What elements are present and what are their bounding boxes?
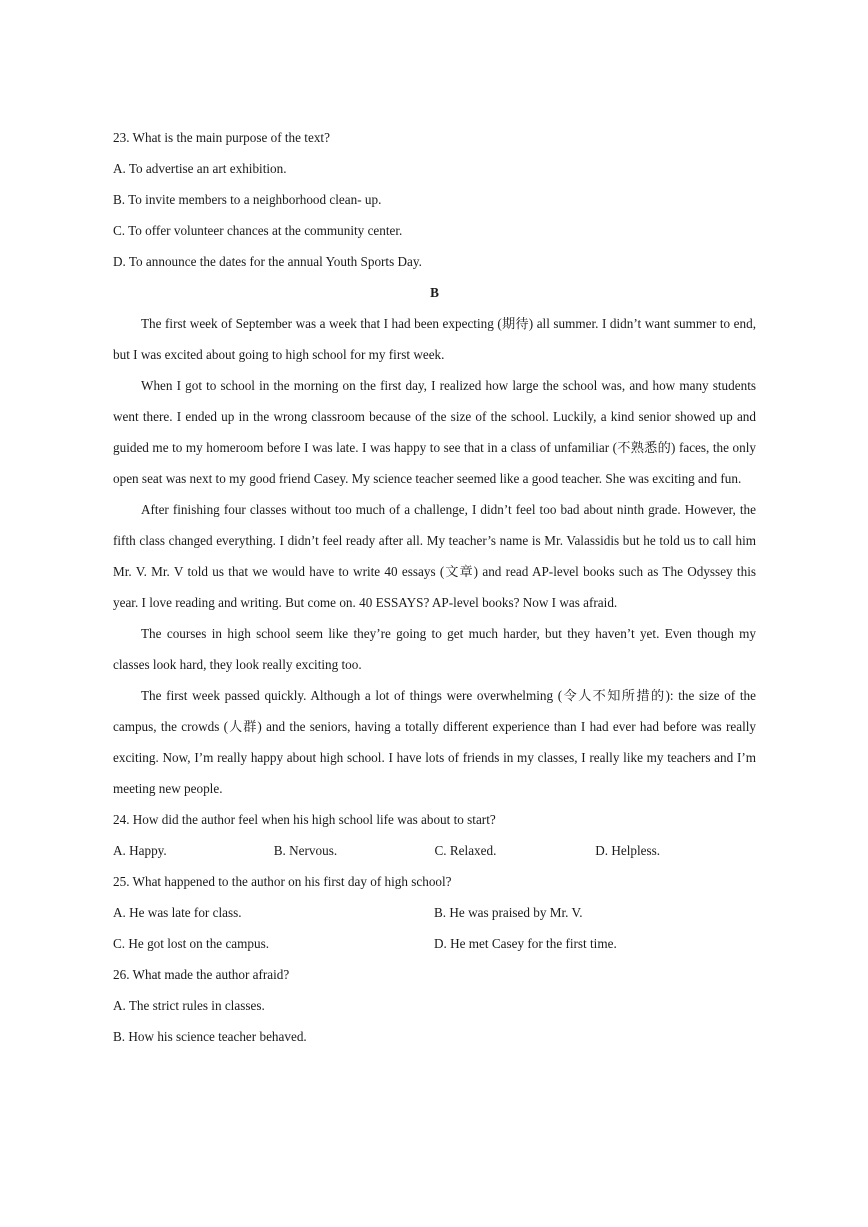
q25-options-row-1 — [113, 897, 756, 928]
q24-option-b: B. Nervous. — [273, 843, 338, 858]
q25-option-d: D. He met Casey for the first time. — [434, 936, 617, 951]
q24-option-d: D. Helpless. — [595, 843, 661, 858]
q26-option-a: A. The strict rules in classes. — [113, 998, 265, 1013]
exam-page — [113, 122, 756, 1052]
passage-paragraph-4: The courses in high school seem like they’re going to get much harder, but they haven’t yet. Even though my classes look hard, they look really exciting too. — [113, 626, 756, 672]
q24-option-a: A. Happy. — [113, 843, 167, 858]
q26-question: 26. What made the author afraid? — [113, 967, 290, 982]
q23-option-a: A. To advertise an art exhibition. — [113, 161, 287, 176]
passage-paragraph-1: The first week of September was a week that I had been expecting (期待) all summer. I didn’t want summer to end, but I was excited about going to high school for my first week. — [113, 316, 756, 362]
q25-options-row-2 — [113, 928, 756, 959]
q24-question: 24. How did the author feel when his high school life was about to start? — [113, 812, 496, 827]
q25-question: 25. What happened to the author on his first day of high school? — [113, 874, 452, 889]
q23-question: 23. What is the main purpose of the text? — [113, 130, 330, 145]
q23-option-b: B. To invite members to a neighborhood clean- up. — [113, 192, 382, 207]
q23-option-d: D. To announce the dates for the annual Youth Sports Day. — [113, 254, 422, 269]
passage-paragraph-2: When I got to school in the morning on the first day, I realized how large the school was, and how many students went there. I ended up in the wrong classroom because of the size of the school. Luckily, a kind senior showed up and guided me to my homeroom before I was late. I was happy to see that in a class of unfamiliar (不熟悉的) faces, the only open seat was next to my good friend Casey. My science teacher seemed like a good teacher. She was exciting and fun. — [113, 378, 756, 486]
q24-option-c: C. Relaxed. — [434, 843, 497, 858]
q23-option-c: C. To offer volunteer chances at the community center. — [113, 223, 403, 238]
q25-option-b: B. He was praised by Mr. V. — [434, 905, 583, 920]
q25-option-c: C. He got lost on the campus. — [113, 936, 270, 951]
q24-options — [113, 835, 756, 866]
section-b-label: B — [430, 285, 439, 300]
q26-option-b: B. How his science teacher behaved. — [113, 1029, 307, 1044]
passage-paragraph-5: The first week passed quickly. Although a lot of things were overwhelming (令人不知所措的): the size of the campus, the crowds (人群) and the seniors, having a totally different experience than I had ever had before was really exciting. Now, I’m really happy about high school. I have lots of friends in my classes, I really like my teachers and I’m meeting new people. — [113, 688, 756, 796]
passage-paragraph-3: After finishing four classes without too much of a challenge, I didn’t feel too bad about ninth grade. However, the fifth class changed everything. I didn’t feel ready after all. My teacher’s name is Mr. Valassidis but he told us to call him Mr. V. Mr. V told us that we would have to write 40 essays (文章) and read AP-level books such as The Odyssey this year. I love reading and writing. But come on. 40 ESSAYS? AP-level books? Now I was afraid. — [113, 502, 756, 610]
q25-option-a: A. He was late for class. — [113, 905, 242, 920]
